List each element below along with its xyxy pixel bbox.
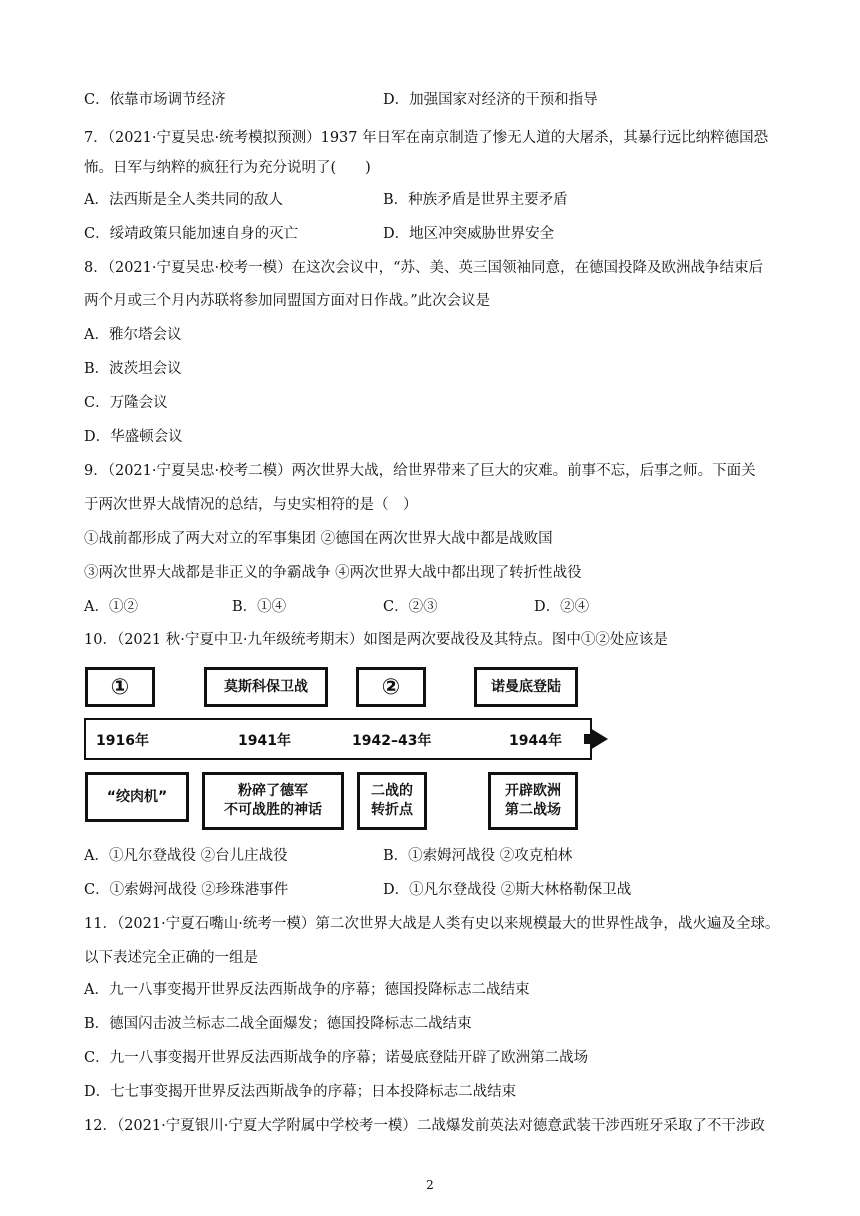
line-q7-b: B．种族矛盾是世界主要矛盾 <box>383 192 568 208</box>
line-q10-c: C．①索姆河战役 ②珍珠港事件 <box>84 882 289 898</box>
timeline-diagram <box>84 662 624 834</box>
line-q8-d: D．华盛顿会议 <box>84 429 183 445</box>
timeline-top-box-3: ② <box>356 667 426 707</box>
timeline-bottom-box-4: 开辟欧洲 第二战场 <box>488 772 578 830</box>
timeline-top-box-2: 莫斯科保卫战 <box>204 667 328 707</box>
line-q6-d: D．加强国家对经济的干预和指导 <box>383 92 598 108</box>
timeline-year-3: 1942–43年 <box>352 733 432 749</box>
line-q8-a: A．雅尔塔会议 <box>84 327 182 343</box>
line-q11-stem-2: 以下表述完全正确的一组是 <box>84 950 258 966</box>
line-q10-a: A．①凡尔登战役 ②台儿庄战役 <box>84 848 288 864</box>
line-q8-c: C．万隆会议 <box>84 395 168 411</box>
timeline-arrow-icon <box>590 728 608 750</box>
line-q8-stem-2: 两个月或三个月内苏联将参加同盟国方面对日作战。”此次会议是 <box>84 293 491 309</box>
line-q11-d: D．七七事变揭开世界反法西斯战争的序幕；日本投降标志二战结束 <box>84 1084 517 1100</box>
line-q8-b: B．波茨坦会议 <box>84 361 182 377</box>
line-q11-stem-1: 11．（2021·宁夏石嘴山·统考一模）第二次世界大战是人类有史以来规模最大的世界性战争，战火遍及全球。 <box>84 916 780 932</box>
line-q9-b: B．①④ <box>232 599 287 615</box>
line-q9-stem-1: 9．（2021·宁夏吴忠·校考二模）两次世界大战，给世界带来了巨大的灾难。前事不忘，后事之师。下面关 <box>84 463 756 479</box>
timeline-bottom-box-3: 二战的 转折点 <box>357 772 427 830</box>
timeline-year-2: 1941年 <box>238 733 291 749</box>
timeline-bottom-box-1: “绞肉机” <box>85 772 189 822</box>
line-q10-d: D．①凡尔登战役 ②斯大林格勒保卫战 <box>383 882 632 898</box>
line-q9-d: D．②④ <box>534 599 590 615</box>
line-q7-d: D．地区冲突威胁世界安全 <box>383 226 555 242</box>
line-q9-item-1: ①战前都形成了两大对立的军事集团 ②德国在两次世界大战中都是战败国 <box>84 531 553 547</box>
line-q11-b: B．德国闪击波兰标志二战全面爆发；德国投降标志二战结束 <box>84 1016 472 1032</box>
line-q7-c: C．绥靖政策只能加速自身的灭亡 <box>84 226 299 242</box>
line-q9-a: A．①② <box>84 599 138 615</box>
line-q7-stem-2: 怖。日军与纳粹的疯狂行为充分说明了( ) <box>84 160 371 176</box>
line-q9-item-2: ③两次世界大战都是非正义的争霸战争 ④两次世界大战中都出现了转折性战役 <box>84 565 582 581</box>
timeline-top-box-1: ① <box>85 667 155 707</box>
line-q11-a: A．九一八事变揭开世界反法西斯战争的序幕；德国投降标志二战结束 <box>84 982 530 998</box>
line-q8-stem-1: 8．（2021·宁夏吴忠·校考一模）在这次会议中，“苏、美、英三国领袖同意，在德国投降及欧洲战争结束后 <box>84 260 764 276</box>
line-q9-stem-2: 于两次世界大战情况的总结，与史实相符的是（ ） <box>84 497 418 513</box>
timeline-top-box-4: 诺曼底登陆 <box>474 667 578 707</box>
page-number: 2 <box>426 1178 434 1192</box>
line-q7-a: A．法西斯是全人类共同的敌人 <box>84 192 283 208</box>
line-q10-stem: 10．（2021 秋·宁夏中卫·九年级统考期末）如图是两次要战役及其特点。图中①②处应该是 <box>84 632 668 648</box>
line-q11-c: C．九一八事变揭开世界反法西斯战争的序幕；诺曼底登陆开辟了欧洲第二战场 <box>84 1050 589 1066</box>
timeline-bottom-box-2: 粉碎了德军 不可战胜的神话 <box>202 772 344 830</box>
timeline-year-4: 1944年 <box>509 733 562 749</box>
line-q6-c: C．依靠市场调节经济 <box>84 92 226 108</box>
line-q12-stem-1: 12．（2021·宁夏银川·宁夏大学附属中学校考一模）二战爆发前英法对德意武装干涉西班牙采取了不干涉政 <box>84 1118 765 1134</box>
timeline-year-1: 1916年 <box>96 733 149 749</box>
line-q9-c: C．②③ <box>383 599 438 615</box>
line-q10-b: B．①索姆河战役 ②攻克柏林 <box>383 848 573 864</box>
line-q7-stem-1: 7．（2021·宁夏吴忠·统考模拟预测）1937 年日军在南京制造了惨无人道的大屠杀，其暴行远比纳粹德国恐 <box>84 130 769 146</box>
